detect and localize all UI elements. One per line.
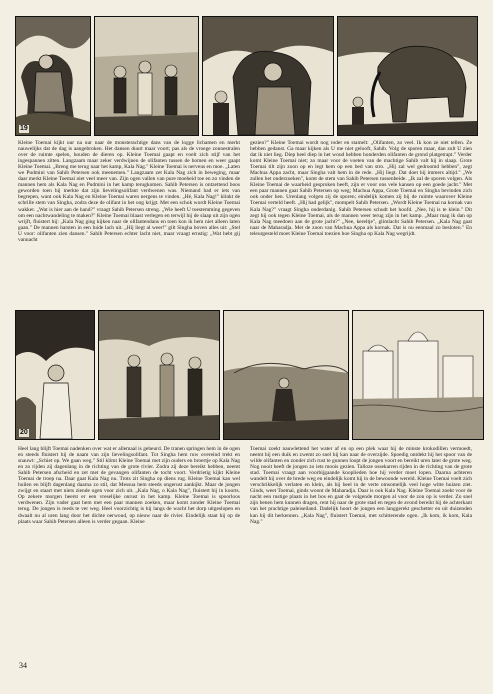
panel-7-drawing [224, 311, 348, 439]
panel-8-drawing [353, 311, 483, 439]
panel-1 [15, 16, 91, 136]
panel-2-drawing [95, 17, 198, 135]
panel-3-drawing [203, 17, 333, 135]
panel-2 [94, 16, 199, 136]
panel-5 [15, 310, 95, 440]
comic-strip-middle [15, 310, 484, 440]
panel-7 [223, 310, 349, 440]
text-column-left: Kleine Toemai kijkt uur na uur naar de monsterachtige dans van de logge lichamen en merkt nauwelijks dat de dag is aangebroken. Het dansen duurt maar voort; pas als de vroege zonnestralen over de ruimte spelen, houden de dieren op. Kleine Toemai gaapt en voelt zich stijf van het ingespannen zitten. Langzaam maar zeker verdwijnen de olifanten tussen de bomen en weer gaapt Kleine Toemai. „Breng me terug naar het kamp, Kala Nag." Kleine Toemai is nerveus en moe. „Laten we Pudmini van Sahib Petersen ook meenemen." Langzaam zet Kala Nag zich in beweging, maar daar merkt Kleine Toemai niet veel meer van. Zijn ogen vallen van pure moeheid toe en zo vinden de mannen hem als Kala Nag en Pudmini in het kamp terugkomen. Sahib Petersen is ontzettend boos geworden toen hij merkte dat zijn lievelingsolifant verdwenen was. Niemand had er iets van begrepen, want ook Kala Nag en Kleine Toemai waren nergens te vinden. „Hé, Kala Nag!" klinkt de schrille stem van Singha, zodra deze de olifant in het oog krijgt. Met een schok wordt Kleine Toemai wakker. „Wat is hier aan de hand?" vraagt Sahib Petersen streng. „Wie heeft U toestemming gegeven om een nachtwandeling te maken?" Kleine Toemai blaast verlegen en terwijl hij de slaap uit zijn ogen wrijft, fluistert hij: „Kala Nag ging kijken naar de olifantendans en toen kon ik hem niet alleen laten gaan." De mannen barsten in een luide lach uit. „Hij liegt al weer!" gilt Singha boven alles uit: „Stel U voor: olifanten zien dansen." Sahib Petersen echter lacht niet, maar vraagt ernstig: „Wat hebt gij vannacht [18, 140, 240, 243]
panel-number: 20 [20, 429, 28, 436]
panel-number: 19 [20, 125, 28, 132]
panel-3 [202, 16, 334, 136]
text-column-left: Heel lang blijft Toemai nadenken over wat er allemaal is gebeurd. De tranen springen hem in de ogen en steeds fluistert hij de naam van zijn lievelingsolifant. Tot Singha hem ruw overeind trekt en snauwt: „Schiet op. We gaan weg." Stil klimt Kleine Toemai met zijn ouders en broertje op Kala Nag en zo rijden zij dagenlang in de richting van de grote rivier. Zodra zij deze bereikt hebben, neemt Sahib Petersen afscheid en zet met de gevangen olifanten de tocht voort. Verdrietig kijkt Kleine Toemai de troep na. Daar gaat Kala Nag nu. Trots zit Singha op diens rug. Kleine Toemai kan wel huilen en blijft dagenlang daarna zo stil, dat Messua hem steeds ongerust aankijkt. Maar de jongen zwijgt en staart met niets ziende ogen voor zich uit. „Kala Nag, o Kala Nag", fluistert hij in koorts. Op zekere morgen heerst er een vreselijke onrust in het kamp. Kleine Toemai is spoorloos verdwenen. Zijn vader gaat hem met een paar mannen zoeken, maar komt zonder Kleine Toemai terug. De jongen is reeds te ver weg. Heel voorzichtig is hij langs de wacht het dorp uitgeslopen en dwaalt nu al uren lang door het dichte oerwoud, op nieuw naar de rivier. Eindelijk staat hij op de plaats waar Sahib Petersen alleen is verder gegaan. Kleine [18, 446, 240, 525]
text-column-right: gezien?" Kleine Toemai wordt nog roder en stamelt: „Olifanten, zo veel. Ik kon ze niet tellen. Ze hebben gedanst. Ga maar kijken als U me niet gelooft, Sahib. Volg de sporen maar, dan zult U zien dat ik niet lieg. Diep heel diep in het woud hebben honderden olifanten de grond platgetrapt." Verder komt Kleine Toemai niet; zo maar voor de voeten van de machtige Sahib valt hij in slaap. Grote Toemai tilt zijn zoon op en legt hem op een bed van stro. „Hij zal wel gedroomd hebben", zegt Machua Appa zacht, maar Singha valt hem in de rede. „Hij liegt. Dat doet hij immers altijd." „We zullen het onderzoeken", komt de stem van Sahib Petersen tussenbeide. „Ik zal de sporen volgen. Als Kleine Toemai de waarheid gesproken heeft, zijn er voor ons vele kansen op een goede jacht." Met een paar mannen gaat Sahib Petersen op weg; Machua Appa, Grote Toemai en Singha bevinden zich ook onder hen. Urenlang volgen zij de sporen; eindelijk komen zij bij de ruimte waarover Kleine Toemai verteld heeft. „Hij had gelijk", mompelt Sahib Petersen. „Wordt Kleine Toemai na kornak van Kala Nag?" vraagt Singha onderdanig. Sahib Petersen schudt het hoofd. „Nee, hij is te klein." Dit zegt hij ook tegen Kleine Toemai, als de mannen weer terug zijn in het kamp. „Maar mag ik dan op Kala Nag meedoen aan de grote jacht?" „Nee, kereltje", glimlacht Sahib Petersen. „Kala Nag gaat naar de Maharadja. Met de zoon van Machua Appa als kornak. Dat is nu eenmaal zo besloten." En teleurgesteld moet Kleine Toemai toezien hoe Singha op Kala Nag wegrijdt. [250, 140, 472, 237]
panel-6 [98, 310, 220, 440]
panel-8 [352, 310, 484, 440]
text-block-bottom [18, 446, 472, 525]
panel-1-drawing [16, 17, 90, 135]
text-column-right: Toemai zoekt nauwlettend het water af en op een plek waar hij de minste krokodillen vermoedt, neemt hij een duik en zwemt zo snel hij kan naar de overzijde. Spoedig ontdekt hij het spoor van de wilde olifanten en zonder zich rust te gunnen loopt de jongen voort en bereikt uren later de grote weg. Nog nooit heeft de jongen zo iets moois gezien. Talloze ossekarren rijden in de richting van de grote stad. Toemai vraagt aan voorbijgaande kooplieden hoe hij verder moet lopen. Daarna achteren wandelt hij over de brede weg en eindelijk komt hij in de bewoonde wereld. Kleine Toemai voelt zich verschrikkelijk verlaten en klein, als hij heel in de verte omsomelijk veel hoge witte huizen ziet. Ginds, weet Toemai, ginds woont de Maharadja. Daar is ook Kala Nag. Kleine Toemai zoekt voor de nacht een rustige plaats in het bos en gaat de volgende morgen al voor de zon op is verder. Zo snel zijn benen hem kunnen dragen, rent hij naar de grote stad en tegen de avond bereikt hij de achterkant van het prachtige paleiseiland. Dadelijk hoort de jongen een langgerekt geschetter en uit duizenden kan hij dit herkennen. „Kala Nag", fluistert Toemai, met schitterende ogen. „Ik kom, ik kom, Kala Nag." [250, 446, 472, 525]
page-number: 34 [19, 661, 27, 670]
text-block-top [18, 140, 472, 243]
panel-4-drawing [338, 17, 477, 135]
panel-5-drawing [16, 311, 94, 439]
comic-strip-top [15, 16, 478, 136]
panel-4 [337, 16, 478, 136]
panel-6-drawing [99, 311, 219, 439]
